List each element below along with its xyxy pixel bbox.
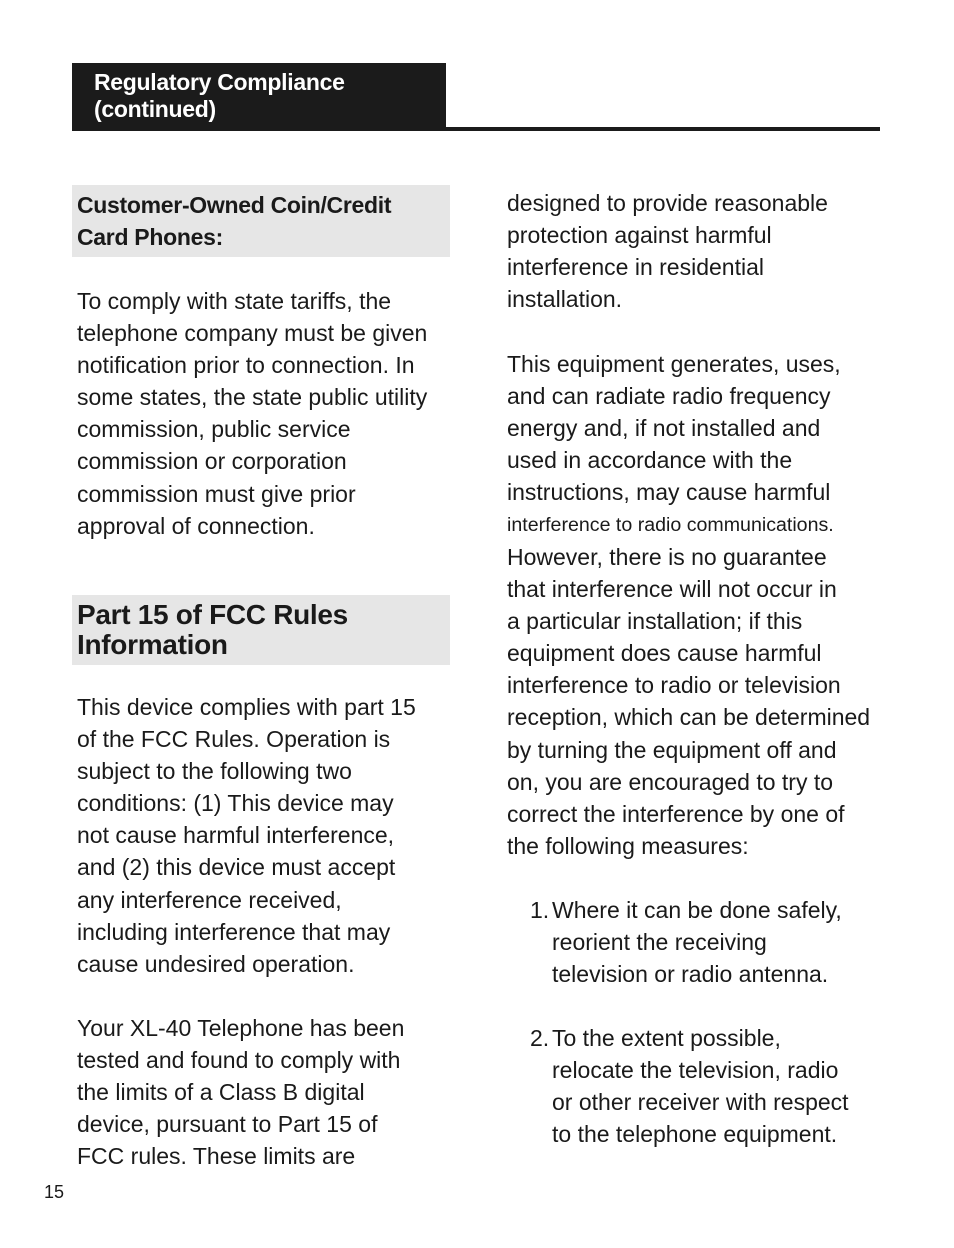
header-rule	[72, 127, 880, 131]
radio-frequency-paragraph-bottom: However, there is no guarantee that interference will not occur in a particular installation; if this equipment does cause harmful interference to radio or television reception, which can be determined by turning the equipment off and on, you are encouraged to try to correct the interference by one of the following measures:	[507, 544, 871, 859]
coin-phones-paragraph: To comply with state tariffs, the telephone company must be given notification prior to connection. In some states, the state public utility commission, public service commission or corporation commission must give prior approval of connection.	[77, 288, 428, 539]
section-header-banner	[72, 63, 446, 131]
page-section-title: Regulatory Compliance (continued)	[94, 69, 345, 122]
coin-phones-heading-box	[72, 185, 450, 257]
fcc-compliance-paragraph: This device complies with part 15 of the FCC Rules. Operation is subject to the following two conditions: (1) This device may not cause harmful interference, and (2) this device must accept any interference received, including interference that may cause undesired operation.	[77, 694, 416, 977]
coin-phones-heading: Customer-Owned Coin/Credit Card Phones:	[77, 192, 392, 250]
measure-text: To the extent possible, relocate the television, radio or other receiver with respect to the telephone equipment.	[552, 1025, 849, 1148]
page-number: 15	[44, 1182, 65, 1202]
measure-text: Where it can be done safely, reorient the receiving television or radio antenna.	[552, 897, 842, 988]
fcc-part15-heading-box	[72, 595, 450, 665]
limits-continued-paragraph: designed to provide reasonable protection against harmful interference in residential installation.	[507, 190, 828, 313]
measure-number: 1.	[530, 897, 550, 923]
radio-frequency-paragraph-top: This equipment generates, uses, and can radiate radio frequency energy and, if not installed and used in accordance with the instructions, may cause harmful	[507, 351, 841, 506]
fcc-part15-heading: Part 15 of FCC Rules Information	[77, 599, 348, 660]
radio-frequency-paragraph-small-line: interference to radio communications.	[507, 514, 834, 536]
class-b-paragraph: Your XL-40 Telephone has been tested and found to comply with the limits of a Class B digital device, pursuant to Part 15 of FCC rules. These limits are	[77, 1015, 405, 1170]
measure-number: 2.	[530, 1025, 550, 1051]
